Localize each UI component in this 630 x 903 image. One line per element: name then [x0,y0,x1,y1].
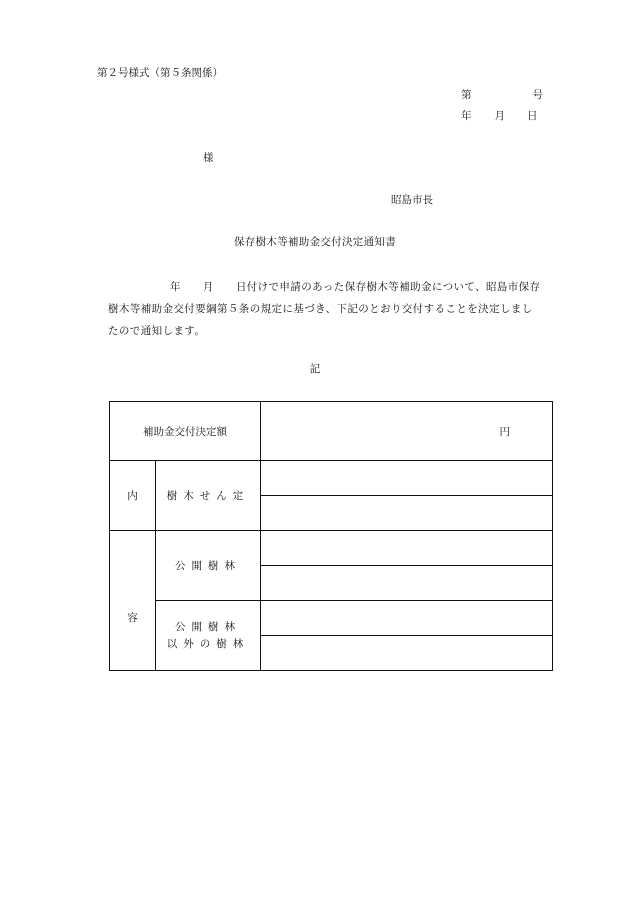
document-title: 保存樹木等補助金交付決定通知書 [234,236,396,248]
content-label-bottom-cell [110,531,156,671]
pruning-cell-1[interactable] [261,461,553,496]
other-forest-row-1 [110,601,553,636]
body-line-2: 樹木等補助金交付要綱第５条の規定に基づき、下記のとおり交付することを決定しまし [108,303,533,315]
public-forest-label: 公開樹林 [156,531,261,601]
body-line-1-rest: 日付けで申請のあった保存樹木等補助金について、昭島市保存 [235,281,541,293]
date-year: 年 [461,110,472,122]
public-forest-cell-2[interactable] [261,566,553,601]
amount-row [110,402,553,461]
document-number-suffix: 号 [532,89,543,101]
issuer-name: 昭島市長 [391,194,433,206]
content-label-top: 内 [110,461,156,531]
document-number [461,90,543,101]
issue-date [461,111,538,122]
body-text [108,276,578,342]
document-number-prefix: 第 [461,89,472,101]
other-forest-label-line-2: 以外の樹林 [166,637,250,650]
pruning-cell-2[interactable] [261,496,553,531]
pruning-label: 樹木せん定 [156,461,261,531]
other-forest-cell-1[interactable] [261,601,553,636]
date-month: 月 [494,110,505,122]
other-forest-cell-2[interactable] [261,636,553,671]
public-forest-cell-1[interactable] [261,531,553,566]
date-day: 日 [527,110,538,122]
public-forest-row-1 [110,531,553,566]
grant-details-table [109,401,553,671]
addressee-honorific: 様 [203,152,214,164]
body-line-3: たので通知します。 [108,325,206,337]
other-forest-label-line-1: 公開樹林 [175,620,241,633]
body-line-1 [108,276,578,298]
other-forest-label [156,601,261,671]
amount-unit: 円 [261,402,553,461]
body-year: 年 [170,281,181,293]
content-label-bottom: 容 [127,612,138,624]
form-number: 第２号様式（第５条関係） [97,67,223,79]
body-month: 月 [202,281,214,293]
pruning-row-1 [110,461,553,496]
ki-heading: 記 [309,363,321,375]
amount-label: 補助金交付決定額 [110,402,261,461]
